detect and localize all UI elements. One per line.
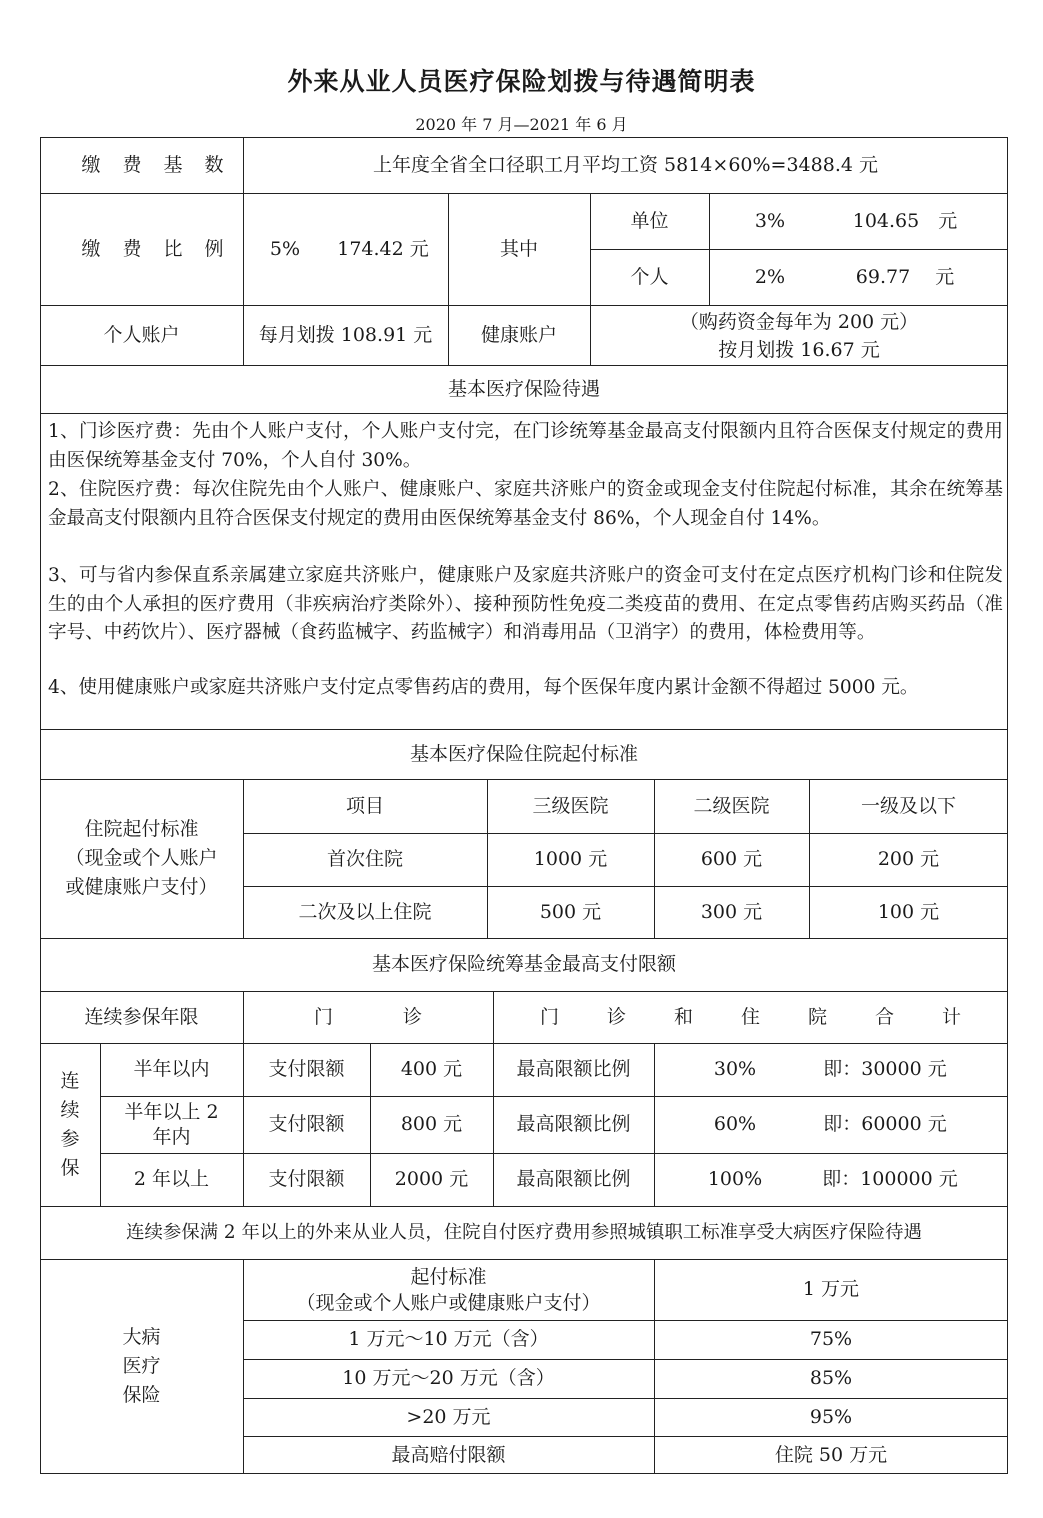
max-payout-value: 住院 50 万元: [774, 1443, 888, 1466]
critical-note: 连续参保满 2 年以上的外来从业人员，住院自付医疗费用参照城镇职工标准享受大病医疗保险待遇: [126, 1221, 922, 1243]
period-cell: 2 年以上: [133, 1168, 210, 1191]
table-line: [40, 413, 1008, 414]
total-cell: 即：30000 元: [823, 1058, 947, 1081]
table-line: [709, 193, 710, 305]
table-cell: 首次住院: [326, 848, 403, 871]
page-title: 外来从业人员医疗保险划拨与待遇简明表: [287, 67, 756, 96]
health-account-note: （购药资金每年为 200 元）: [679, 310, 919, 333]
limit-label-cell: 支付限额: [268, 1058, 345, 1081]
ratio-cell: 30%: [713, 1058, 757, 1081]
range-cell: 10 万元～20 万元（含）: [342, 1367, 555, 1390]
continuous-side-label: [40, 1043, 100, 1206]
employer-label: 单位: [630, 209, 669, 232]
limit-label-cell: 支付限额: [268, 1113, 345, 1136]
period-cell: [100, 1096, 243, 1153]
health-account-label: 健康账户: [480, 323, 557, 346]
benefit-item-3: 3、可与省内参保直系亲属建立家庭共济账户，健康账户及家庭共济账户的资金可支付在定点医疗机构门诊和住院发生的由个人承担的医疗费用（非疾病治疗类除外）、接种预防性免疫二类疫苗的费用、在定点零售药店购买药品（准字号、中药饮片）、医疗器械（食药监械字、药监械字）和消毒用品（卫消字）的费用，体检费用等。: [48, 565, 1003, 643]
limit-cell: 2000 元: [394, 1168, 469, 1191]
deductible-row-label-line: 住院起付标准: [84, 818, 199, 840]
critical-side-line: 保险: [122, 1384, 161, 1406]
table-cell: 300 元: [700, 900, 763, 923]
threshold-line: 起付标准: [410, 1265, 487, 1288]
threshold-line: （现金或个人账户或健康账户支付）: [296, 1291, 601, 1314]
max-payout-label: 最高赔付限额: [391, 1443, 506, 1466]
years-label: 连续参保年限: [84, 1005, 199, 1028]
benefits-heading: 基本医疗保险待遇: [447, 377, 600, 400]
table-cell: 500 元: [539, 900, 602, 923]
critical-side-label: [40, 1259, 243, 1474]
column-header: 项目: [345, 794, 384, 817]
rate-cell: 85%: [809, 1367, 853, 1390]
rate-cell: 95%: [809, 1405, 853, 1428]
personal-account-label: 个人账户: [103, 323, 180, 346]
rate-amount: 174.42 元: [337, 237, 429, 260]
range-cell: 1 万元～10 万元（含）: [348, 1328, 549, 1351]
deductible-row-label-line: （现金或个人账户: [65, 847, 218, 869]
period-cell: 半年以内: [133, 1058, 210, 1081]
ratio-label-cell: 最高限额比例: [516, 1168, 631, 1191]
column-header: 一级及以下: [860, 794, 956, 817]
max-pay-heading: 基本医疗保险统筹基金最高支付限额: [371, 953, 676, 976]
period-line: 半年以上 2: [124, 1100, 219, 1123]
benefit-item-4: 4、使用健康账户或家庭共济账户支付定点零售药店的费用，每个医保年度内累计金额不得超过 5000 元。: [48, 677, 919, 698]
individual-pct: 2%: [754, 265, 786, 288]
split-label: 其中: [499, 237, 538, 260]
table-cell: 600 元: [700, 848, 763, 871]
range-cell: >20 万元: [406, 1405, 491, 1428]
side-label-char: 参: [60, 1127, 80, 1150]
deductible-row-label-line: 或健康账户支付）: [65, 876, 218, 898]
rate-cell: 75%: [809, 1328, 853, 1351]
personal-account-value: 每月划拨 108.91 元: [258, 323, 433, 346]
limit-cell: 400 元: [400, 1058, 463, 1081]
base-label: 缴费基数: [81, 153, 246, 176]
period-line: 年内: [152, 1125, 191, 1148]
individual-amount: 69.77 元: [855, 265, 955, 288]
limit-label-cell: 支付限额: [268, 1168, 345, 1191]
employer-pct: 3%: [754, 209, 786, 232]
column-header: 二级医院: [693, 794, 770, 817]
ratio-cell: 100%: [707, 1168, 763, 1191]
ratio-label-cell: 最高限额比例: [516, 1113, 631, 1136]
ratio-cell: 60%: [713, 1113, 757, 1136]
critical-side-line: 医疗: [122, 1355, 161, 1377]
table-cell: 1000 元: [533, 848, 608, 871]
deductible-row-label: [40, 779, 243, 938]
individual-label: 个人: [630, 265, 669, 288]
side-label-char: 保: [60, 1156, 80, 1179]
period-subtitle: 2020 年 7 月—2021 年 6 月: [415, 115, 628, 134]
total-cell: 即：60000 元: [823, 1113, 947, 1136]
limit-cell: 800 元: [400, 1113, 463, 1136]
threshold-value: 1 万元: [802, 1278, 860, 1301]
table-cell: 100 元: [877, 900, 940, 923]
benefit-item-1: 1、门诊医疗费：先由个人账户支付，个人账户支付完，在门诊统筹基金最高支付限额内且符合医保支付规定的费用由医保统筹基金支付 70%，个人自付 30%。: [48, 421, 1003, 471]
ratio-label-cell: 最高限额比例: [516, 1058, 631, 1081]
threshold-label: [243, 1259, 654, 1320]
base-value: 上年度全省全口径职工月平均工资 5814×60%=3488.4 元: [373, 153, 878, 176]
employer-amount: 104.65 元: [852, 209, 958, 232]
critical-side-line: 大病: [122, 1326, 161, 1348]
total-cell: 即：100000 元: [822, 1168, 958, 1191]
outpatient-label: 门诊: [313, 1005, 492, 1028]
table-cell: 200 元: [877, 848, 940, 871]
rate-pct: 5%: [269, 237, 301, 260]
deductible-heading: 基本医疗保险住院起付标准: [409, 742, 638, 765]
benefit-item-2: 2、住院医疗费：每次住院先由个人账户、健康账户、家庭共济账户的资金或现金支付住院起付标准，其余在统筹基金最高支付限额内且符合医保支付规定的费用由医保统筹基金支付 86%，个人现金自付 14%。: [48, 479, 1003, 529]
combined-label: 门诊和住院合计: [540, 1005, 1010, 1028]
health-account-value: 按月划拨 16.67 元: [718, 338, 880, 361]
table-line: [654, 1043, 655, 1206]
side-label-char: 连: [60, 1069, 80, 1092]
side-label-char: 续: [60, 1098, 80, 1121]
column-header: 三级医院: [532, 794, 609, 817]
rate-label: 缴费比例: [81, 237, 246, 260]
table-cell: 二次及以上住院: [298, 900, 432, 923]
